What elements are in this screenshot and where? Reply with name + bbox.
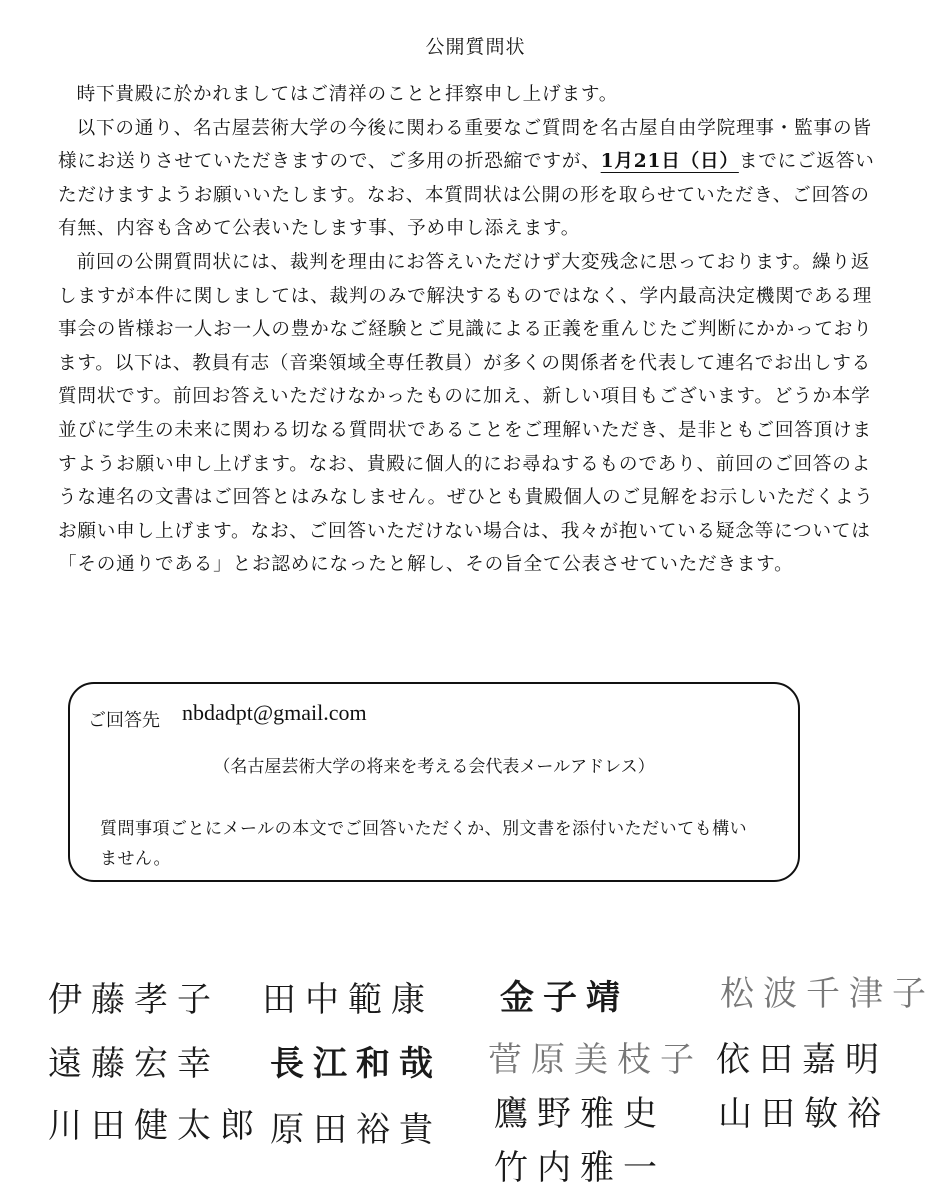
background-paragraph: 前回の公開質問状には、裁判を理由にお答えいただけず大変残念に思っております。繰り返しますが本件に関しましては、裁判のみで解決するものではなく、学内最高決定機関である理事会の皆様お一人お一人の豊かなご経験とご見識による正義を重んじたご判断にかかっております。以下は、教員有志（音楽領域全専任教員）が多くの関係者を代表して連名でお出しする質問状です。前回お答えいただけなかったものに加え、新しい項目もございます。どうか本学並びに学生の未来に関わる切なる質問状であることをご理解いただき、是非ともご回答頂けますようお願い申し上げます。なお、貴殿に個人的にお尋ねするものであり、前回のご回答のような連名の文書はご回答とはみなしません。ぜひとも貴殿個人のご見解をお示しいただくようお願い申し上げます。なお、ご回答いただけない場合は、我々が抱いている疑念等については「その通りである」とお認めになったと解し、その旨全て公表させていただきます。 [58,251,874,576]
signature: 竹内雅一 [494,1148,666,1188]
signature: 菅原美枝子 [488,1040,703,1080]
reply-email-note: （名古屋芸術大学の将来を考える会代表メールアドレス） [213,757,655,777]
reply-label: ご回答先 [88,710,160,731]
document-title: 公開質問状 [425,36,526,58]
greeting-paragraph: 時下貴殿に於かれましてはご清祥のことと拝察申し上げます。 [76,84,619,105]
letter-body [58,78,884,582]
signature: 金子靖 [500,978,629,1018]
request-text-before: 以下の通り、名古屋芸術大学の今後に関わる重要なご質問を名古屋自由学院理事・監事の皆様にお送りさせていただきますので、ご多用の折恐縮ですが、 [58,117,872,173]
request-paragraph [58,112,884,246]
signature: 鷹野雅史 [494,1094,666,1134]
reply-email-address[interactable]: nbdadpt@gmail.com [182,700,367,725]
deadline-date: 1月21日（日） [600,151,739,173]
signature: 依田嘉明 [716,1040,888,1080]
signature: 松波千津子 [720,974,935,1014]
signature: 遠藤宏幸 [48,1044,220,1084]
reply-contact-box [68,682,800,882]
request-text-after: までにご返答いただけますようお願いいたします。なお、本質問状は公開の形を取らせていただき、ご回答の有無、内容も含めて公表いたします事、予め申し添えます。 [58,151,875,240]
signature: 川田健太郎 [48,1106,263,1146]
signature: 伊藤孝子 [48,980,220,1020]
reply-instructions: 質問事項ごとにメールの本文でご回答いただくか、別文書を添付いただいても構いません。 [100,819,748,869]
signature: 田中範康 [262,980,434,1020]
signature: 原田裕貴 [270,1110,442,1150]
signature: 山田敏裕 [718,1094,890,1134]
signature: 長江和哉 [270,1044,442,1084]
